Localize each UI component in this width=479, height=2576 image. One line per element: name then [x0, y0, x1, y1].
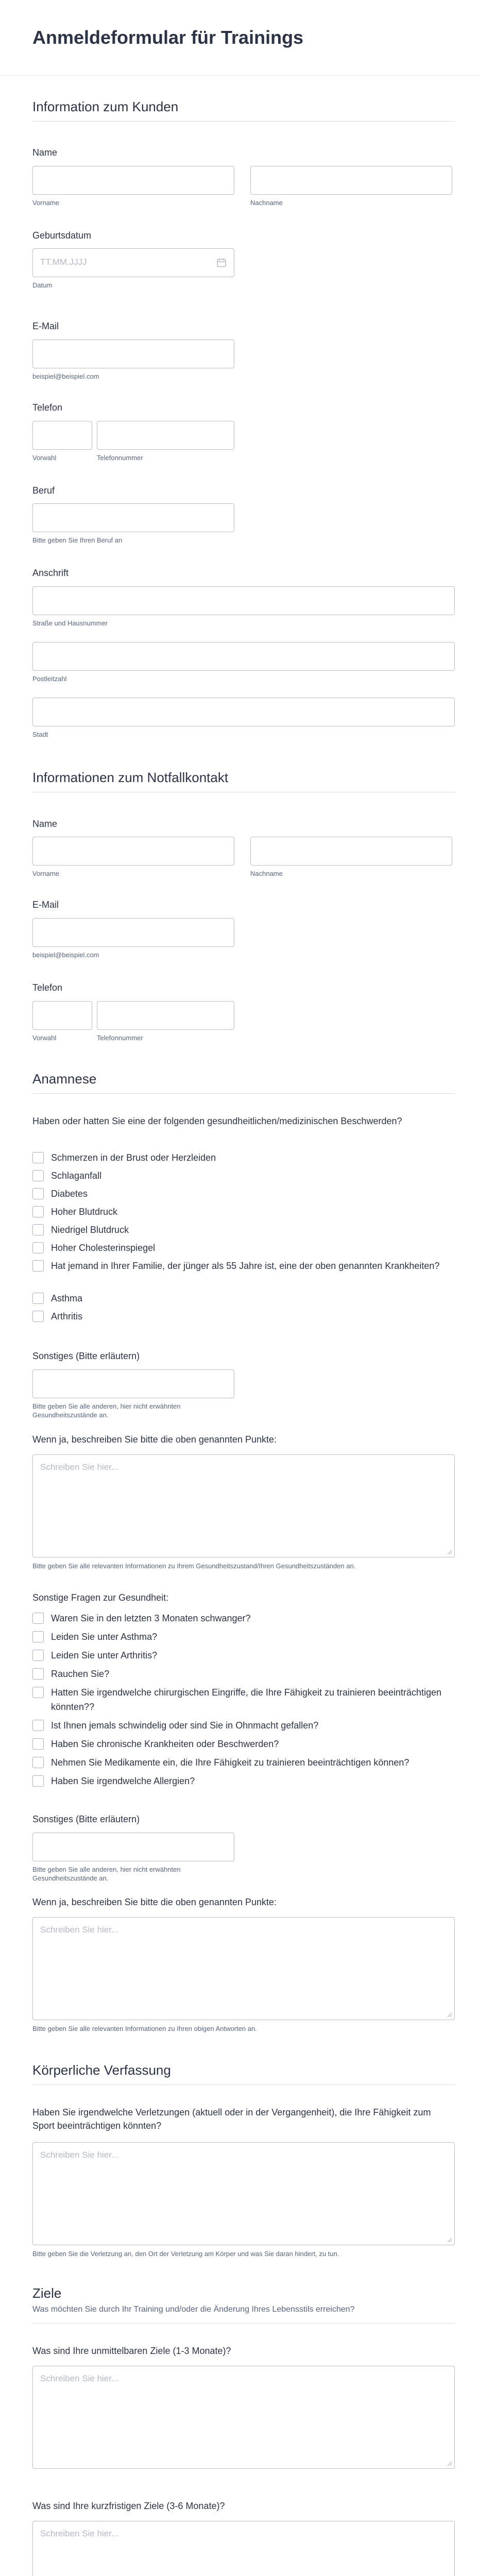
injury-question-label: Haben Sie irgendwelche Verletzungen (aktuell oder in der Vergangenheit), die Ihre Fähigkeit zum Sport beeinträchtigen könnten?	[32, 2107, 431, 2131]
checkbox[interactable]	[32, 1152, 44, 1163]
zip-sublabel: Postleitzahl	[32, 675, 67, 683]
checkbox-label: Diabetes	[51, 1189, 88, 1199]
customer-phone-label: Telefon	[32, 402, 63, 413]
checkbox-option[interactable]	[32, 1291, 455, 1306]
customer-phone-number-input[interactable]	[97, 421, 234, 450]
checkbox[interactable]	[32, 1668, 44, 1680]
zip-input[interactable]	[32, 642, 455, 671]
dob-placeholder: TT.MM.JJJJ	[40, 257, 87, 267]
checkbox-option[interactable]	[32, 1648, 455, 1663]
checkbox-label: Nehmen Sie Medikamente ein, die Ihre Fähigkeit zu trainieren beeinträchtigen können?	[51, 1757, 409, 1768]
customer-first-name-input[interactable]	[32, 166, 234, 195]
checkbox-option[interactable]	[32, 1309, 455, 1324]
checkbox-option[interactable]	[32, 1150, 455, 1165]
customer-phone-number-sublabel: Telefonnummer	[97, 454, 143, 462]
checkbox-label: Haben Sie irgendwelche Allergien?	[51, 1776, 195, 1786]
mid-goals-textarea[interactable]	[32, 2521, 455, 2576]
calendar-icon[interactable]	[216, 258, 227, 268]
emergency-last-name-sublabel: Nachname	[250, 870, 283, 877]
section-divider	[32, 2323, 455, 2324]
checkbox-label: Hat jemand in Ihrer Familie, der jünger als 55 Jahre ist, eine der oben genannten Krankheiten?	[51, 1261, 440, 1271]
checkbox-label: Haben Sie chronische Krankheiten oder Beschwerden?	[51, 1739, 279, 1749]
section-divider	[32, 2084, 455, 2085]
other2-input[interactable]	[32, 1833, 234, 1861]
customer-email-sublabel: beispiel@beispiel.com	[32, 372, 99, 380]
short-goals-textarea[interactable]	[32, 2366, 455, 2469]
checkbox-option[interactable]	[32, 1667, 455, 1681]
section-title-goals: Ziele	[32, 2285, 62, 2301]
section-title-customer: Information zum Kunden	[32, 99, 179, 114]
checkbox-label: Leiden Sie unter Arthritis?	[51, 1650, 158, 1660]
checkbox[interactable]	[32, 1720, 44, 1731]
emergency-email-sublabel: beispiel@beispiel.com	[32, 951, 99, 959]
short-goals-label: Was sind Ihre unmittelbaren Ziele (1-3 Monate)?	[32, 2346, 231, 2356]
checkbox[interactable]	[32, 1260, 44, 1272]
section-title-emergency: Informationen zum Notfallkontakt	[32, 770, 229, 785]
other-health-questions-label: Sonstige Fragen zur Gesundheit:	[32, 1592, 169, 1603]
checkbox-label: Hoher Cholesterinspiegel	[51, 1243, 156, 1253]
dob-input[interactable]	[32, 248, 234, 277]
checkbox-option[interactable]	[32, 1205, 455, 1219]
job-input[interactable]	[32, 503, 234, 532]
checkbox-label: Ist Ihnen jemals schwindelig oder sind Sie in Ohnmacht gefallen?	[51, 1720, 319, 1731]
checkbox[interactable]	[32, 1613, 44, 1624]
checkbox[interactable]	[32, 1311, 44, 1322]
customer-last-name-sublabel: Nachname	[250, 199, 283, 207]
address-label: Anschrift	[32, 568, 69, 578]
emergency-area-code-sublabel: Vorwahl	[32, 1034, 57, 1042]
describe1-label: Wenn ja, beschreiben Sie bitte die oben genannten Punkte:	[32, 1434, 277, 1445]
section-divider	[32, 121, 455, 122]
describe1-textarea[interactable]	[32, 1454, 455, 1557]
textarea-placeholder: Schreiben Sie hier...	[40, 2529, 119, 2538]
form-title: Anmeldeformular für Trainings	[32, 27, 304, 48]
customer-first-name-sublabel: Vorname	[32, 199, 60, 207]
checkbox-option[interactable]	[32, 1168, 455, 1183]
emergency-last-name-input[interactable]	[250, 837, 452, 866]
emergency-phone-number-input[interactable]	[97, 1001, 234, 1030]
form-header	[0, 0, 479, 76]
checkbox-label: Arthritis	[51, 1311, 83, 1321]
other1-label: Sonstiges (Bitte erläutern)	[32, 1351, 140, 1361]
checkbox-option[interactable]	[32, 1223, 455, 1237]
checkbox-label: Niedrigel Blutdruck	[51, 1225, 129, 1235]
injury-textarea[interactable]	[32, 2142, 455, 2245]
checkbox-option[interactable]	[32, 1685, 455, 1714]
checkbox[interactable]	[32, 1170, 44, 1181]
textarea-placeholder: Schreiben Sie hier...	[40, 1925, 119, 1935]
emergency-phone-number-sublabel: Telefonnummer	[97, 1034, 143, 1042]
checkbox-option[interactable]	[32, 1718, 455, 1733]
customer-last-name-input[interactable]	[250, 166, 452, 195]
checkbox[interactable]	[32, 1631, 44, 1642]
job-label: Beruf	[32, 485, 55, 496]
emergency-first-name-input[interactable]	[32, 837, 234, 866]
describe2-textarea[interactable]	[32, 1917, 455, 2020]
textarea-placeholder: Schreiben Sie hier...	[40, 2150, 119, 2160]
checkbox[interactable]	[32, 1757, 44, 1768]
resize-handle-icon[interactable]	[446, 2236, 452, 2243]
checkbox-label: Waren Sie in den letzten 3 Monaten schwanger?	[51, 1613, 251, 1623]
other2-label: Sonstiges (Bitte erläutern)	[32, 1814, 140, 1824]
checkbox[interactable]	[32, 1775, 44, 1787]
injury-sublabel: Bitte geben Sie die Verletzung an, den Ort der Verletzung am Körper und was Sie daran hindert, zu tun.	[32, 2250, 339, 2258]
textarea-placeholder: Schreiben Sie hier...	[40, 1462, 119, 1472]
section-title-physical: Körperliche Verfassung	[32, 2062, 171, 2078]
other1-input[interactable]	[32, 1369, 234, 1398]
dob-label: Geburtsdatum	[32, 230, 92, 241]
street-input[interactable]	[32, 586, 455, 615]
checkbox-option[interactable]	[32, 1774, 455, 1788]
resize-handle-icon[interactable]	[446, 2460, 452, 2466]
customer-email-label: E-Mail	[32, 321, 59, 331]
checkbox-label: Rauchen Sie?	[51, 1669, 110, 1679]
section-divider	[32, 1093, 455, 1094]
emergency-first-name-sublabel: Vorname	[32, 870, 60, 877]
checkbox-option[interactable]	[32, 1630, 455, 1644]
checkbox-option[interactable]	[32, 1611, 455, 1625]
checkbox[interactable]	[32, 1242, 44, 1253]
emergency-email-input[interactable]	[32, 918, 234, 947]
section-title-anamnese: Anamnese	[32, 1071, 97, 1087]
emergency-name-label: Name	[32, 819, 58, 829]
textarea-placeholder: Schreiben Sie hier...	[40, 2374, 119, 2383]
checkbox[interactable]	[32, 1224, 44, 1235]
customer-name-label: Name	[32, 147, 58, 158]
checkbox-label: Schmerzen in der Brust oder Herzleiden	[51, 1153, 216, 1163]
customer-email-input[interactable]	[32, 340, 234, 368]
checkbox-option[interactable]	[32, 1755, 455, 1770]
other2-sublabel: Bitte geben Sie alle anderen, hier nicht erwähnten Gesundheitszustände an.	[32, 1866, 181, 1882]
checkbox-label: Asthma	[51, 1293, 83, 1303]
customer-area-code-sublabel: Vorwahl	[32, 454, 57, 462]
checkbox[interactable]	[32, 1206, 44, 1217]
checkbox-option[interactable]	[32, 1187, 455, 1201]
city-sublabel: Stadt	[32, 731, 48, 738]
other1-sublabel: Bitte geben Sie alle anderen, hier nicht erwähnten Gesundheitszustände an.	[32, 1402, 181, 1419]
dob-sublabel: Datum	[32, 281, 53, 289]
checkbox-option[interactable]	[32, 1259, 455, 1287]
mid-goals-label: Was sind Ihre kurzfristigen Ziele (3-6 Monate)?	[32, 2501, 225, 2511]
checkbox[interactable]	[32, 1188, 44, 1199]
customer-area-code-input[interactable]	[32, 421, 92, 450]
checkbox-option[interactable]	[32, 1737, 455, 1751]
emergency-email-label: E-Mail	[32, 900, 59, 910]
resize-handle-icon[interactable]	[446, 1549, 452, 1555]
job-sublabel: Bitte geben Sie Ihren Beruf an	[32, 536, 123, 544]
checkbox[interactable]	[32, 1687, 44, 1698]
conditions-question-label: Haben oder hatten Sie eine der folgenden gesundheitlichen/medizinischen Beschwerden?	[32, 1116, 402, 1126]
checkbox[interactable]	[32, 1738, 44, 1750]
emergency-phone-label: Telefon	[32, 982, 63, 993]
checkbox-label: Hatten Sie irgendwelche chirurgischen Eingriffe, die Ihre Fähigkeit zu trainieren beeinträchtigen könnten??	[51, 1687, 442, 1712]
checkbox-label: Leiden Sie unter Asthma?	[51, 1632, 158, 1642]
emergency-area-code-input[interactable]	[32, 1001, 92, 1030]
street-sublabel: Straße und Hausnummer	[32, 619, 108, 627]
describe1-sublabel: Bitte geben Sie alle relevanten Informationen zu Ihrem Gesundheitszustand/Ihren Gesundheitszuständen an.	[32, 1562, 356, 1570]
checkbox-option[interactable]	[32, 1241, 455, 1255]
checkbox-label: Schlaganfall	[51, 1171, 102, 1181]
city-input[interactable]	[32, 698, 455, 726]
describe2-sublabel: Bitte geben Sie alle relevanten Informationen zu Ihren obigen Antworten an.	[32, 2025, 257, 2032]
resize-handle-icon[interactable]	[446, 2011, 452, 2018]
checkbox-label: Hoher Blutdruck	[51, 1207, 118, 1217]
checkbox[interactable]	[32, 1293, 44, 1304]
goals-description: Was möchten Sie durch Ihr Training und/oder die Änderung Ihres Lebensstils erreichen?	[32, 2305, 355, 2314]
checkbox[interactable]	[32, 1650, 44, 1661]
describe2-label: Wenn ja, beschreiben Sie bitte die oben genannten Punkte:	[32, 1897, 277, 1907]
